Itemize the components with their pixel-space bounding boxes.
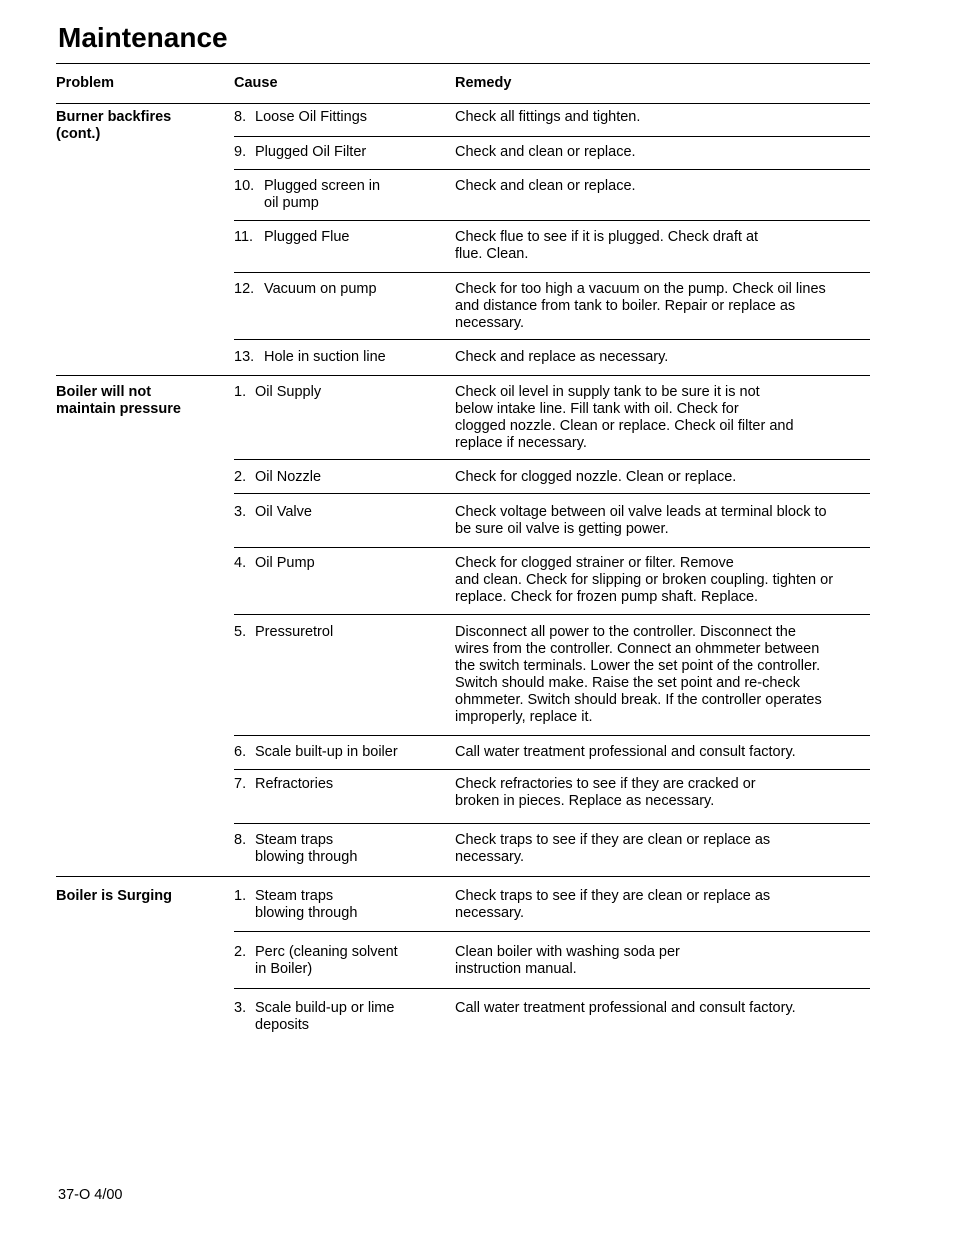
cause-text: Oil Nozzle <box>255 469 322 485</box>
header-problem: Problem <box>56 75 115 91</box>
row-divider <box>234 136 870 137</box>
cause-text: Plugged screen in oil pump <box>264 178 381 211</box>
cause-number: 7. <box>234 776 247 792</box>
cause-number: 8. <box>234 109 247 125</box>
cause-text: Pressuretrol <box>255 624 334 640</box>
cause-number: 2. <box>234 944 247 960</box>
cause-text: Perc (cleaning solvent in Boiler) <box>255 944 398 977</box>
row-divider <box>234 169 870 170</box>
cause-text: Refractories <box>255 776 334 792</box>
cause-number: 11. <box>234 229 254 245</box>
cause-number: 10. <box>234 178 255 194</box>
remedy-text: Check refractories to see if they are cracked or broken in pieces. Replace as necessary. <box>455 776 756 809</box>
cause-text: Loose Oil Fittings <box>255 109 368 125</box>
remedy-text: Check oil level in supply tank to be sure it is not below intake line. Fill tank with oil. Check for clogged nozzle. Clean or replace. Check oil filter and replace if necessary. <box>455 384 794 451</box>
header-remedy: Remedy <box>455 75 512 91</box>
remedy-text: Check for clogged nozzle. Clean or replace. <box>455 469 737 485</box>
cause-text: Steam traps blowing through <box>255 888 358 921</box>
cause-text: Oil Pump <box>255 555 315 571</box>
cause-number: 3. <box>234 1000 247 1016</box>
problem-label: Burner backfires (cont.) <box>56 109 172 142</box>
page-footer: 37-O 4/00 <box>58 1187 123 1203</box>
cause-text: Hole in suction line <box>264 349 386 365</box>
row-divider <box>234 735 870 736</box>
row-divider <box>234 614 870 615</box>
remedy-text: Check voltage between oil valve leads at terminal block to be sure oil valve is getting power. <box>455 504 827 537</box>
cause-text: Scale built-up in boiler <box>255 744 398 760</box>
row-divider <box>234 823 870 824</box>
cause-number: 3. <box>234 504 247 520</box>
row-divider <box>234 493 870 494</box>
header-cause: Cause <box>234 75 278 91</box>
remedy-text: Check for too high a vacuum on the pump. Check oil lines and distance from tank to boiler. Repair or replace as necessary. <box>455 281 826 331</box>
remedy-text: Check flue to see if it is plugged. Check draft at flue. Clean. <box>455 229 759 262</box>
remedy-text: Check and replace as necessary. <box>455 349 669 365</box>
row-divider <box>234 931 870 932</box>
cause-number: 12. <box>234 281 255 297</box>
problem-label: Boiler is Surging <box>56 888 173 904</box>
remedy-text: Check and clean or replace. <box>455 178 636 194</box>
cause-number: 4. <box>234 555 247 571</box>
row-divider <box>234 769 870 770</box>
cause-text: Oil Valve <box>255 504 312 520</box>
group-divider <box>56 375 870 376</box>
remedy-text: Check and clean or replace. <box>455 144 636 160</box>
remedy-text: Disconnect all power to the controller. Disconnect the wires from the controller. Connect an ohmmeter between the switch terminals. Lower the set point of the controller. Switch should make. Raise the set point and re-check ohmmeter. Switch should break. If the controller operates improperly, replace it. <box>455 624 822 725</box>
cause-number: 13. <box>234 349 255 365</box>
header-bottom-rule <box>56 103 870 104</box>
cause-number: 2. <box>234 469 247 485</box>
page-title: Maintenance <box>58 22 228 53</box>
row-divider <box>234 988 870 989</box>
remedy-text: Check traps to see if they are clean or replace as necessary. <box>455 832 771 865</box>
row-divider <box>234 547 870 548</box>
row-divider <box>234 220 870 221</box>
problem-label: Boiler will not maintain pressure <box>56 384 181 417</box>
cause-text: Oil Supply <box>255 384 322 400</box>
cause-number: 8. <box>234 832 247 848</box>
header-top-rule <box>56 63 870 64</box>
group-divider <box>56 876 870 877</box>
remedy-text: Clean boiler with washing soda per instruction manual. <box>455 944 680 977</box>
cause-number: 5. <box>234 624 247 640</box>
row-divider <box>234 339 870 340</box>
row-divider <box>234 459 870 460</box>
cause-text: Plugged Oil Filter <box>255 144 367 160</box>
remedy-text: Check for clogged strainer or filter. Remove and clean. Check for slipping or broken coupling. tighten or replace. Check for frozen pump shaft. Replace. <box>455 555 834 605</box>
cause-number: 1. <box>234 888 247 904</box>
cause-text: Steam traps blowing through <box>255 832 358 865</box>
cause-text: Scale build-up or lime deposits <box>255 1000 395 1033</box>
remedy-text: Call water treatment professional and consult factory. <box>455 744 796 760</box>
remedy-text: Check all fittings and tighten. <box>455 109 641 125</box>
cause-number: 1. <box>234 384 247 400</box>
row-divider <box>234 272 870 273</box>
cause-number: 9. <box>234 144 247 160</box>
cause-number: 6. <box>234 744 247 760</box>
remedy-text: Call water treatment professional and consult factory. <box>455 1000 796 1016</box>
remedy-text: Check traps to see if they are clean or replace as necessary. <box>455 888 771 921</box>
cause-text: Plugged Flue <box>264 229 350 245</box>
cause-text: Vacuum on pump <box>264 281 377 297</box>
